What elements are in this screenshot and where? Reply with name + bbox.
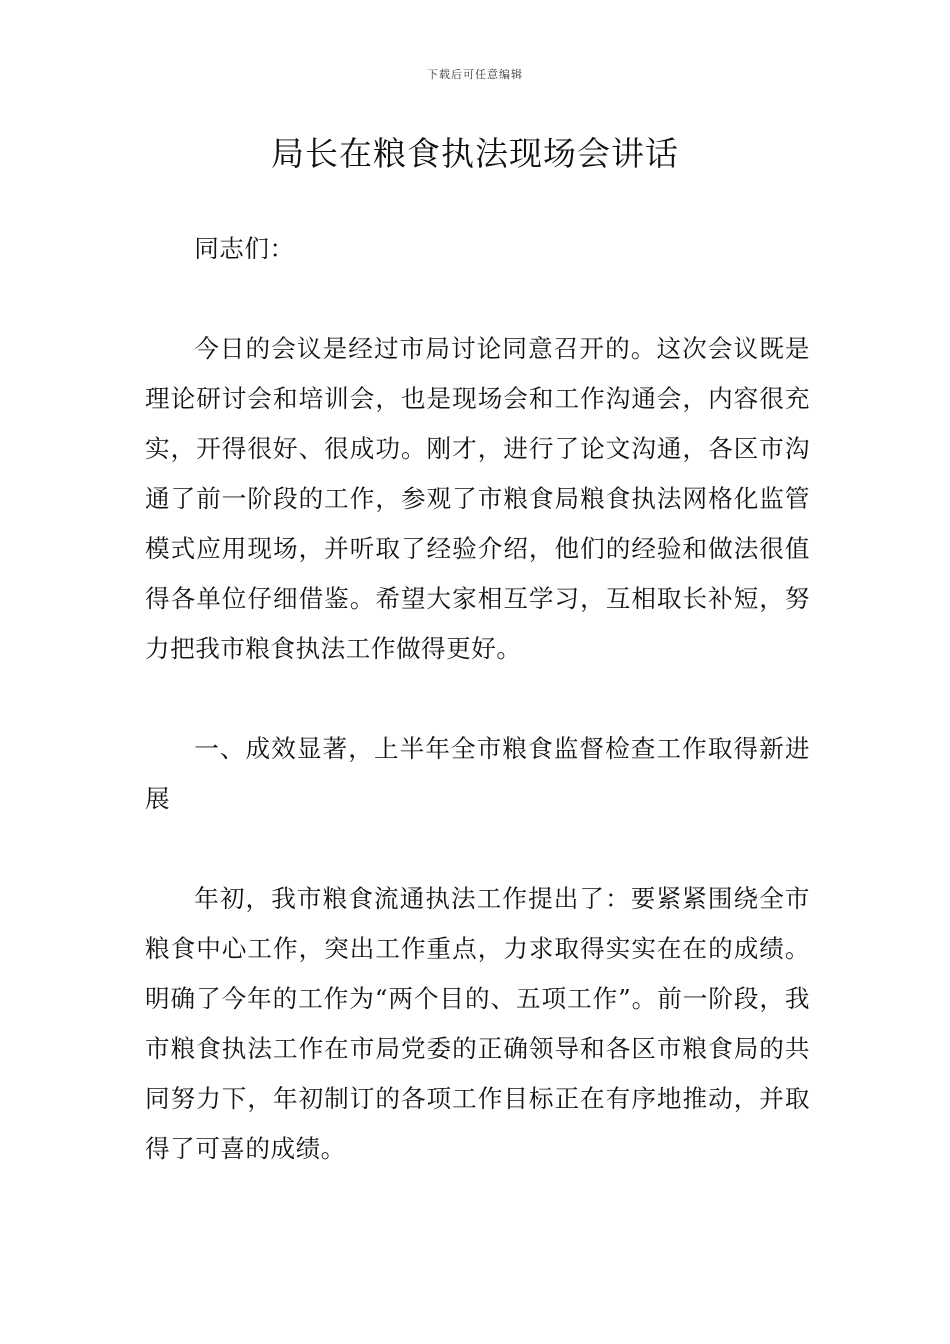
section-heading-1: 一、成效显著，上半年全市粮食监督检查工作取得新进展: [145, 734, 810, 813]
paragraph-section-1: 年初，我市粮食流通执法工作提出了：要紧紧围绕全市粮食中心工作，突出工作重点，力求取得实实在在的成绩。明确了今年的工作为“两个目的、五项工作”。前一阶段，我市粮食执法工作在市局党委的正确领导和各区市粮食局的共同努力下，年初制订的各项工作目标正在有序地推动，并取得了可喜的成绩。: [145, 884, 810, 1163]
salutation: 同志们：: [194, 234, 295, 263]
document-title: 局长在粮食执法现场会讲话: [271, 134, 679, 173]
document-body: [145, 224, 810, 1174]
paragraph-intro: 今日的会议是经过市局讨论同意召开的。这次会议既是理论研讨会和培训会，也是现场会和工作沟通会，内容很充实，开得很好、很成功。刚才，进行了论文沟通，各区市沟通了前一阶段的工作，参观了市粮食局粮食执法网格化监管模式应用现场，并听取了经验介绍，他们的经验和做法很值得各单位仔细借鉴。希望大家相互学习，互相取长补短，努力把我市粮食执法工作做得更好。: [145, 334, 810, 663]
header-note: 下载后可任意编辑: [427, 68, 523, 81]
